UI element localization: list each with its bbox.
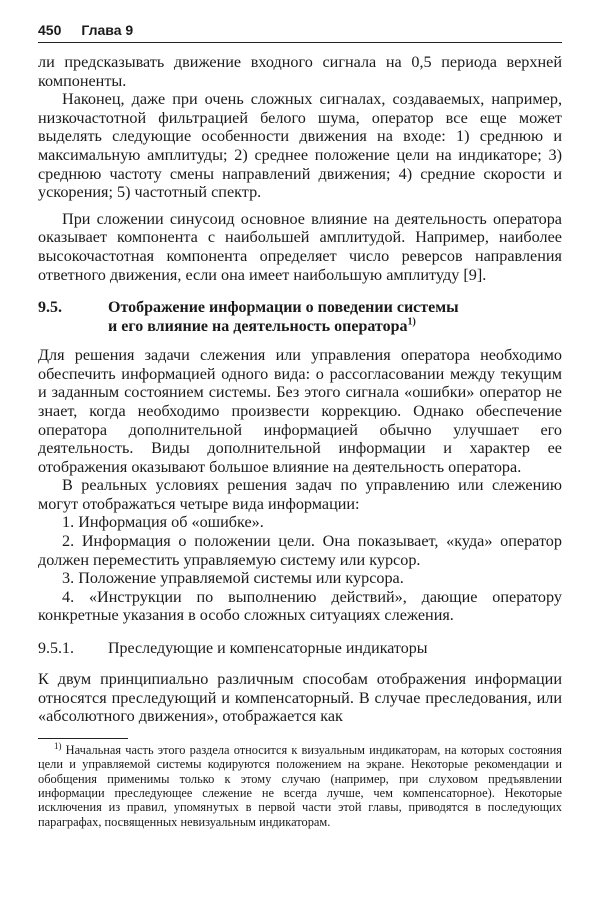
section-title-line2: и его влияние на деятельность оператора: [108, 318, 408, 336]
paragraph: В реальных условиях решения задач по управлению или слежению могут отображаться четыре вида информации:: [38, 476, 562, 513]
paragraph: При сложении синусоид основное влияние на деятельность оператора оказывает компонента с наибольшей амплитудой. Например, наиболее высокочастотная компонента определяет число реверсов направления ответного движения, если она имеет наибольшую амплитуду [9].: [38, 209, 562, 284]
section-heading: [38, 298, 562, 336]
subsection-title: Преследующие и компенсаторные индикаторы: [108, 640, 428, 658]
list-item: 3. Положение управляемой системы или курсора.: [62, 569, 404, 588]
subsection-heading: [38, 639, 562, 658]
chapter-title: Глава 9: [81, 22, 134, 38]
list-item: 2. Информация о положении цели. Она показывает, «куда» оператор должен переместить управляемую систему или курсор.: [38, 532, 562, 569]
paragraph: Для решения задачи слежения или управления оператора необходимо обеспечить информацией одного вида: о рассогласовании между текущим и заданным состоянием системы. Без этого сигнала «ошибки» оператор не знает, когда необходимо произвести коррекцию. Однако обеспечение оператора дополнительной информацией обычно улучшает его деятельность. Виды дополнительной информации и характер ее отображения оказывают большое влияние на деятельность оператора.: [38, 346, 562, 476]
page-body: [38, 53, 562, 829]
info-types-list: [38, 513, 562, 625]
subsection-number: 9.5.1.: [38, 640, 74, 658]
list-item: 4. «Инструкции по выполнению действий», дающие оператору конкретные указания в особо сложных ситуациях слежения.: [38, 587, 562, 625]
footnote-divider: [38, 738, 128, 739]
book-page: [38, 22, 562, 829]
page-number: 450: [38, 22, 62, 38]
running-header: [38, 22, 562, 43]
paragraph: Наконец, даже при очень сложных сигналах, создаваемых, например, низкочастотной фильтрацией белого шума, оператор все еще может выделять следующие особенности движения на входе: 1) среднюю и максимальную амплитуды; 2) среднее положение цели на индикаторе; 3) среднюю частоту смены направлений движения; 4) средние скорости и ускорения; 5) частотный спектр.: [38, 90, 562, 202]
list-item: 1. Информация об «ошибке».: [62, 513, 264, 532]
section-number: 9.5.: [38, 299, 62, 317]
footnote-mark: 1): [54, 740, 62, 751]
footnote: [38, 740, 562, 829]
section-title-line1: Отображение информации о поведении системы: [108, 299, 459, 317]
footnote-text: Начальная часть этого раздела относится к визуальным индикаторам, на которых состояния цели и управляемой системы кодируются положением на экране. Некоторые рекомендации и обобщения применимы только к этому случаю (например, при слуховом предъявлении информации преследующее слежение не всегда лучше, чем компенсаторное). Некоторые исключения из правил, упомянутых в первой части этой главы, приводятся в последующих параграфах, посвященных невизуальным индикаторам.: [38, 742, 562, 829]
paragraph-continued: ли предсказывать движение входного сигнала на 0,5 периода верхней компоненты.: [38, 53, 562, 90]
paragraph: К двум принципиально различным способам отображения информации относятся преследующий и компенсаторный. В случае преследования, или «абсолютного движения», отображается как: [38, 670, 562, 726]
section-title: [108, 298, 562, 336]
footnote-reference: 1): [407, 316, 416, 328]
